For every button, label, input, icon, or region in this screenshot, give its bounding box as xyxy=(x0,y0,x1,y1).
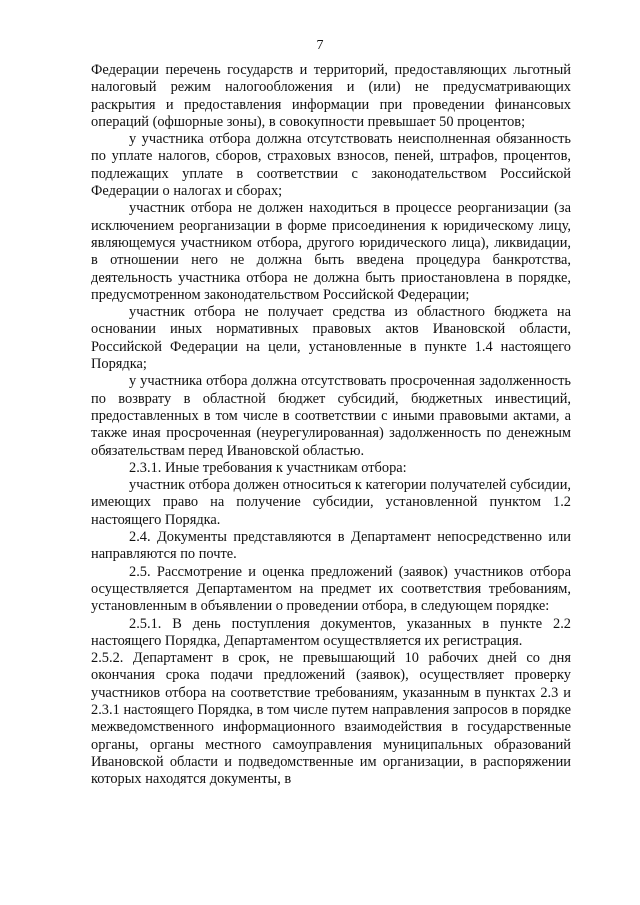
paragraph: участник отбора должен относиться к категории получателей субсидии, имеющих право на получение субсидии, установленной пунктом 1.2 настоящего Порядка. xyxy=(91,477,571,528)
page-number: 7 xyxy=(316,38,324,53)
paragraph: участник отбора не получает средства из областного бюджета на основании иных нормативных правовых актов Ивановской области, Российской Федерации на цели, установленные в пункте 1.4 настоящего Порядка; xyxy=(91,304,571,373)
paragraph: 2.5.1. В день поступления документов, указанных в пункте 2.2 настоящего Порядка, Департаментом осуществляется их регистрация. xyxy=(91,615,571,649)
paragraph: 2.4. Документы представляются в Департамент непосредственно или направляются по почте. xyxy=(91,529,571,563)
paragraph: у участника отбора должна отсутствовать просроченная задолженность по возврату в областной бюджет субсидий, бюджетных инвестиций, предоставленных в том числе в соответствии с иными правовыми актами, а также иная просроченная (неурегулированная) задолженность по денежным обязательствам перед Ивановской областью. xyxy=(91,373,571,459)
paragraph: Федерации перечень государств и территорий, предоставляющих льготный налоговый режим налогообложения и (или) не предусматривающих раскрытия и предоставления информации при проведении финансовых операций (офшорные зоны), в совокупности превышает 50 процентов; xyxy=(91,62,571,130)
paragraph: 2.5. Рассмотрение и оценка предложений (заявок) участников отбора осуществляется Департаментом на предмет их соответствия требованиям, установленным в объявлении о проведении отбора, в следующем порядке: xyxy=(91,563,571,615)
paragraph: 2.5.2. Департамент в срок, не превышающий 10 рабочих дней со дня окончания срока подачи предложений (заявок), осуществляет проверку участников отбора на соответствие требованиям, указанным в пунктах 2.3 и 2.3.1 настоящего Порядка, в том числе путем направления запросов в порядке межведомственного информационного взаимодействия в государственные органы, органы местного самоуправления муниципальных образований Ивановской области и подведомственные им организации, в распоряжении которых находятся документы, в xyxy=(91,650,571,788)
paragraph: участник отбора не должен находиться в процессе реорганизации (за исключением реорганизации в форме присоединения к юридическому лицу, являющемуся участником отбора, другого юридического лица), ликвидации, в отношении него не должна быть введена процедура банкротства, деятельность участника отбора не должна быть приостановлена в порядке, предусмотренном законодательством Российской Федерации; xyxy=(91,200,571,303)
document-body xyxy=(91,62,571,788)
paragraph: 2.3.1. Иные требования к участникам отбора: xyxy=(129,459,407,476)
paragraph: у участника отбора должна отсутствовать неисполненная обязанность по уплате налогов, сборов, страховых взносов, пеней, штрафов, процентов, подлежащих уплате в соответствии с законодательством Российской Федерации о налогах и сборах; xyxy=(91,131,571,200)
